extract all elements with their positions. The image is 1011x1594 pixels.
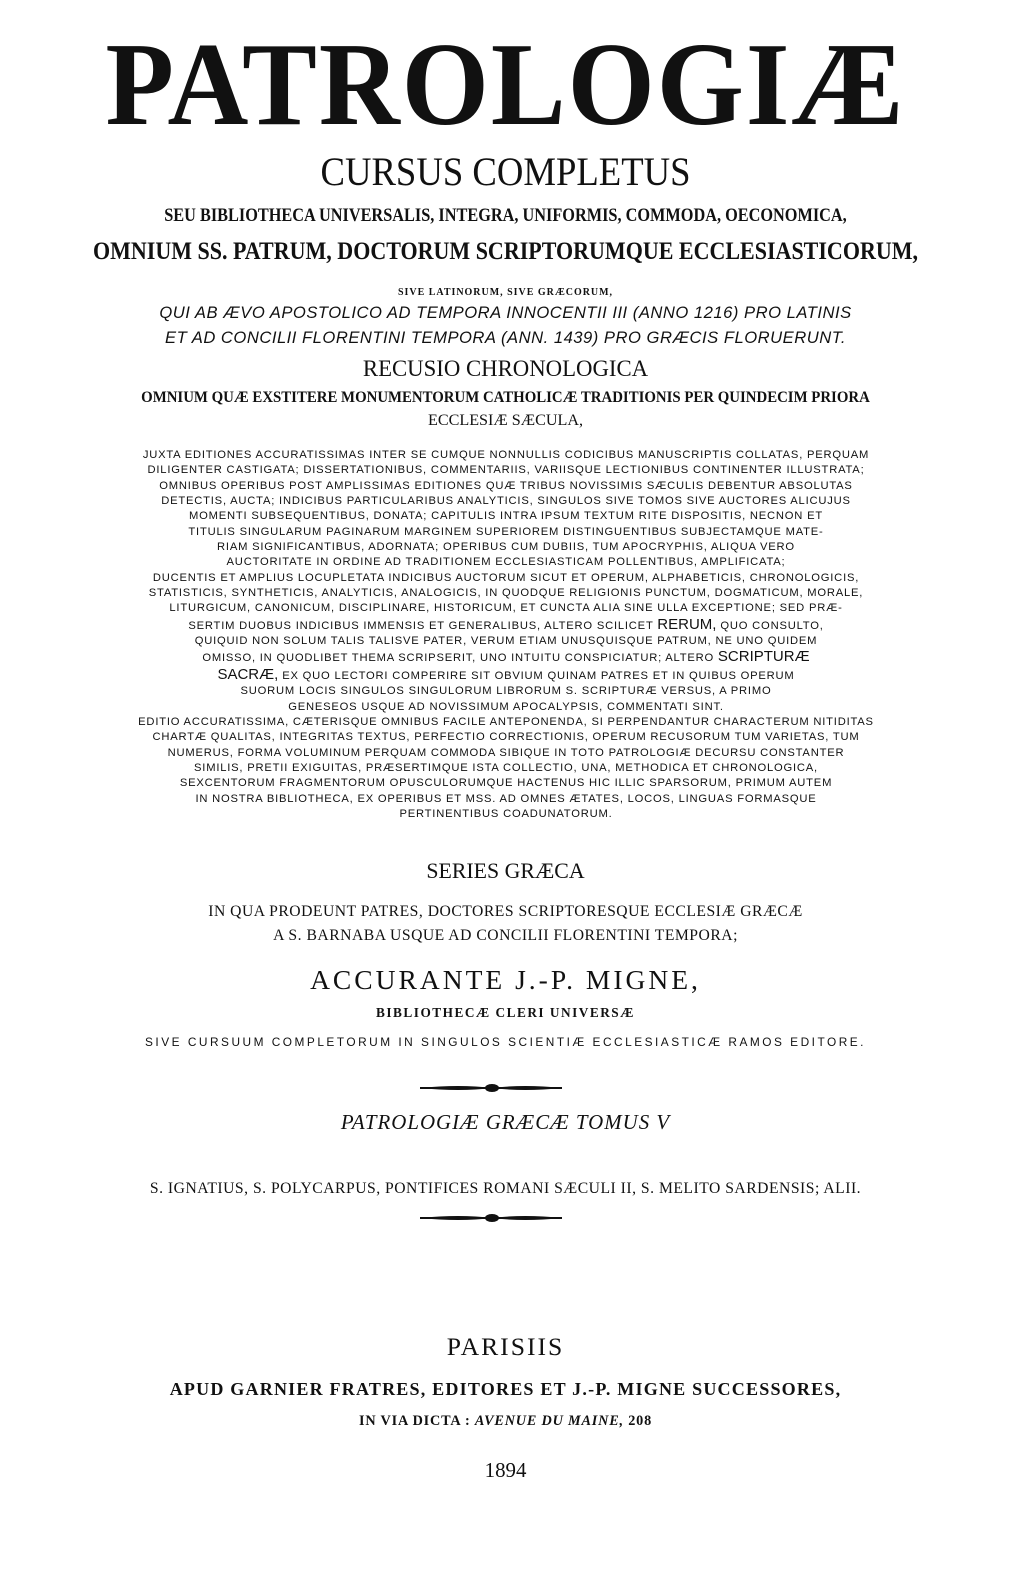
line-sive-latinorum: SIVE LATINORUM, SIVE GRÆCORUM,: [397, 287, 614, 298]
description-line: DETECTIS, AUCTA; INDICIBUS PARTICULARIBUS ANALYTICIS, SINGULOS SIVE TOMOS SIVE AUCTORES ALICUJUS: [161, 495, 851, 508]
description-line: DUCENTIS ET AMPLIUS LOCUPLETATA INDICIBUS AUCTORUM SICUT ET OPERUM, ALPHABETICIS, CHRONOLOGICIS,: [152, 571, 860, 584]
subtitle: CURSUS COMPLETUS: [320, 149, 691, 194]
description-line: GENESEOS USQUE AD NOVISSIMUM APOCALYPSIS, COMMENTATI SINT.: [288, 700, 724, 713]
address-line: [0, 1411, 1011, 1431]
volume-contents: S. IGNATIUS, S. POLYCARPUS, PONTIFICES ROMANI SÆCULI II, S. MELITO SARDENSIS; ALII.: [149, 1180, 862, 1197]
description-line: TITULIS SINGULARUM PAGINARUM MARGINEM SUPERIOREM DISTINGUENTIBUS SUBJECTAMQUE MATE-: [188, 525, 824, 538]
description-text: EX QUO LECTORI COMPERIRE SIT OBVIUM QUINAM PATRES ET IN QUIBUS OPERUM: [282, 669, 795, 682]
description-line: JUXTA EDITIONES ACCURATISSIMAS INTER SE CUMQUE NONNULLIS CODICIBUS MANUSCRIPTIS COLLATAS, PERQUAM: [142, 449, 870, 461]
description-line: SEXCENTORUM FRAGMENTORUM OPUSCULORUMQUE HACTENUS HIC ILLIC SPARSORUM, PRIMUM AUTEM: [179, 777, 833, 790]
sacrae-word: SACRÆ,: [217, 665, 279, 683]
description-line-sacrae: [46, 667, 966, 684]
description-line: STATISTICIS, SYNTHETICIS, ANALYTICIS, ANALOGICIS, IN QUODQUE RELIGIONIS PUNCTUM, DOGMATICUM, MORALE,: [148, 587, 864, 600]
description-line: NUMERUS, FORMA VOLUMINUM PERQUAM COMMODA SIBIQUE IN TOTO PATROLOGIÆ DECURSU CONSTANTER: [167, 746, 845, 759]
in-qua-line-2: A S. BARNABA USQUE AD CONCILII FLORENTINI TEMPORA;: [273, 927, 738, 944]
description-line: OMNIBUS OPERIBUS POST AMPLISSIMAS EDITIONES QUÆ TRIBUS NOVISSIMIS SÆCULIS DEBENTUR ABSOLUTAS: [159, 479, 853, 492]
line-omnium-patrum: OMNIUM SS. PATRUM, DOCTORUM SCRIPTORUMQUE ECCLESIASTICORUM,: [92, 236, 919, 265]
description-text: OMISSO, IN QUODLIBET THEMA SCRIPSERIT, UNO INTUITU CONSPICIATUR; ALTERO: [202, 652, 714, 665]
description-line: LITURGICUM, CANONICUM, DISCIPLINARE, HISTORICUM, ET CUNCTA ALIA SINE ULLA EXCEPTIONE; SED PRÆ-: [169, 602, 843, 615]
address-prefix: IN VIA DICTA :: [359, 1413, 471, 1429]
rerum-word: RERUM,: [657, 615, 717, 633]
ecclesiae-saecula-line: ECCLESIÆ SÆCULA,: [428, 412, 583, 429]
volume-title: PATROLOGIÆ GRÆCÆ TOMUS V: [340, 1110, 671, 1134]
description-line: SUORUM LOCIS SINGULOS SINGULORUM LIBRORUM S. SCRIPTURÆ VERSUS, A PRIMO: [240, 685, 772, 698]
description-block: [46, 448, 966, 822]
address-street: AVENUE DU MAINE,: [474, 1413, 624, 1429]
description-line: RIAM SIGNIFICANTIBUS, ADORNATA; OPERIBUS CUM DUBIIS, TUM APOCRYPHIS, ALIQUA VERO: [217, 541, 795, 554]
description-line: IN NOSTRA BIBLIOTHECA, EX OPERIBUS ET MSS. AD OMNES ÆTATES, LOCOS, LINGUAS FORMASQUE: [195, 792, 817, 805]
description-text: QUO CONSULTO,: [720, 619, 824, 632]
omnium-quae-line: OMNIUM QUÆ EXSTITERE MONUMENTORUM CATHOLICÆ TRADITIONIS PER QUINDECIM PRIORA: [141, 389, 870, 406]
ornament-divider: [0, 1081, 1011, 1095]
ornament-divider: [0, 1211, 1011, 1225]
in-qua-line-1: IN QUA PRODEUNT PATRES, DOCTORES SCRIPTORESQUE ECCLESIÆ GRÆCÆ: [208, 903, 803, 920]
description-line-scripturae: [46, 649, 966, 666]
editor-line: ACCURANTE J.-P. MIGNE,: [310, 964, 701, 995]
description-line: QUIQUID NON SOLUM TALIS TALISVE PATER, VERUM ETIAM UNUSQUISQUE PATRUM, NE UNO QUIDEM: [194, 635, 818, 648]
recusio-heading: RECUSIO CHRONOLOGICA: [362, 356, 649, 381]
bibliothecae-line: BIBLIOTHECÆ CLERI UNIVERSÆ: [376, 1005, 635, 1020]
description-line: DILIGENTER CASTIGATA; DISSERTATIONIBUS, COMMENTARIIS, VARIISQUE LECTIONIBUS CONTINENTER ILLUSTRATA;: [147, 464, 865, 477]
description-line: AUCTORITATE IN ORDINE AD TRADITIONEM ECCLESIASTICAM POLLENTIBUS, AMPLIFICATA;: [226, 556, 786, 569]
description-line: PERTINENTIBUS COADUNATORUM.: [399, 807, 613, 820]
description-line: EDITIO ACCURATISSIMA, CÆTERISQUE OMNIBUS FACILE ANTEPONENDA, SI PERPENDANTUR CHARACTERUM NITIDITAS: [138, 715, 874, 728]
line-qui-ab-aevo: QUI AB ÆVO APOSTOLICO AD TEMPORA INNOCENTII III (ANNO 1216) PRO LATINIS: [159, 303, 852, 322]
sive-cursuum-line: SIVE CURSUUM COMPLETORUM IN SINGULOS SCIENTIÆ ECCLESIASTICÆ RAMOS EDITORE.: [145, 1035, 866, 1049]
line-seu-bibliotheca: SEU BIBLIOTHECA UNIVERSALIS, INTEGRA, UNIFORMIS, COMMODA, OECONOMICA,: [164, 206, 847, 226]
description-line: MOMENTI SUBSEQUENTIBUS, DONATA; CAPITULIS INTRA IPSUM TEXTUM RITE DISPOSITIS, NECNON ET: [188, 510, 823, 523]
scripturae-word: SCRIPTURÆ: [717, 648, 810, 666]
description-line: SIMILIS, PRETII EXIGUITAS, PRÆSERTIMQUE ISTA COLLECTIO, UNA, METHODICA ET CHRONOLOGICA,: [194, 761, 818, 774]
description-line: CHARTÆ QUALITAS, INTEGRITAS TEXTUS, PERFECTIO CORRECTIONIS, OPERUM RECUSORUM TUM VARIETAS, TUM: [152, 731, 860, 744]
description-line-rerum: [46, 617, 966, 634]
address-number: 208: [628, 1413, 652, 1429]
publication-year: 1894: [484, 1458, 527, 1482]
series-graeca-heading: SERIES GRÆCA: [426, 859, 585, 883]
description-text: SERTIM DUOBUS INDICIBUS IMMENSIS ET GENERALIBUS, ALTERO SCILICET: [188, 619, 654, 632]
main-title: PATROLOGIÆ: [105, 18, 906, 151]
line-et-ad-concilii: ET AD CONCILII FLORENTINI TEMPORA (ANN. 1439) PRO GRÆCIS FLORUERUNT.: [165, 328, 846, 347]
place-of-publication: PARISIIS: [446, 1332, 565, 1361]
publisher-line: APUD GARNIER FRATRES, EDITORES ET J.-P. MIGNE SUCCESSORES,: [169, 1379, 842, 1399]
